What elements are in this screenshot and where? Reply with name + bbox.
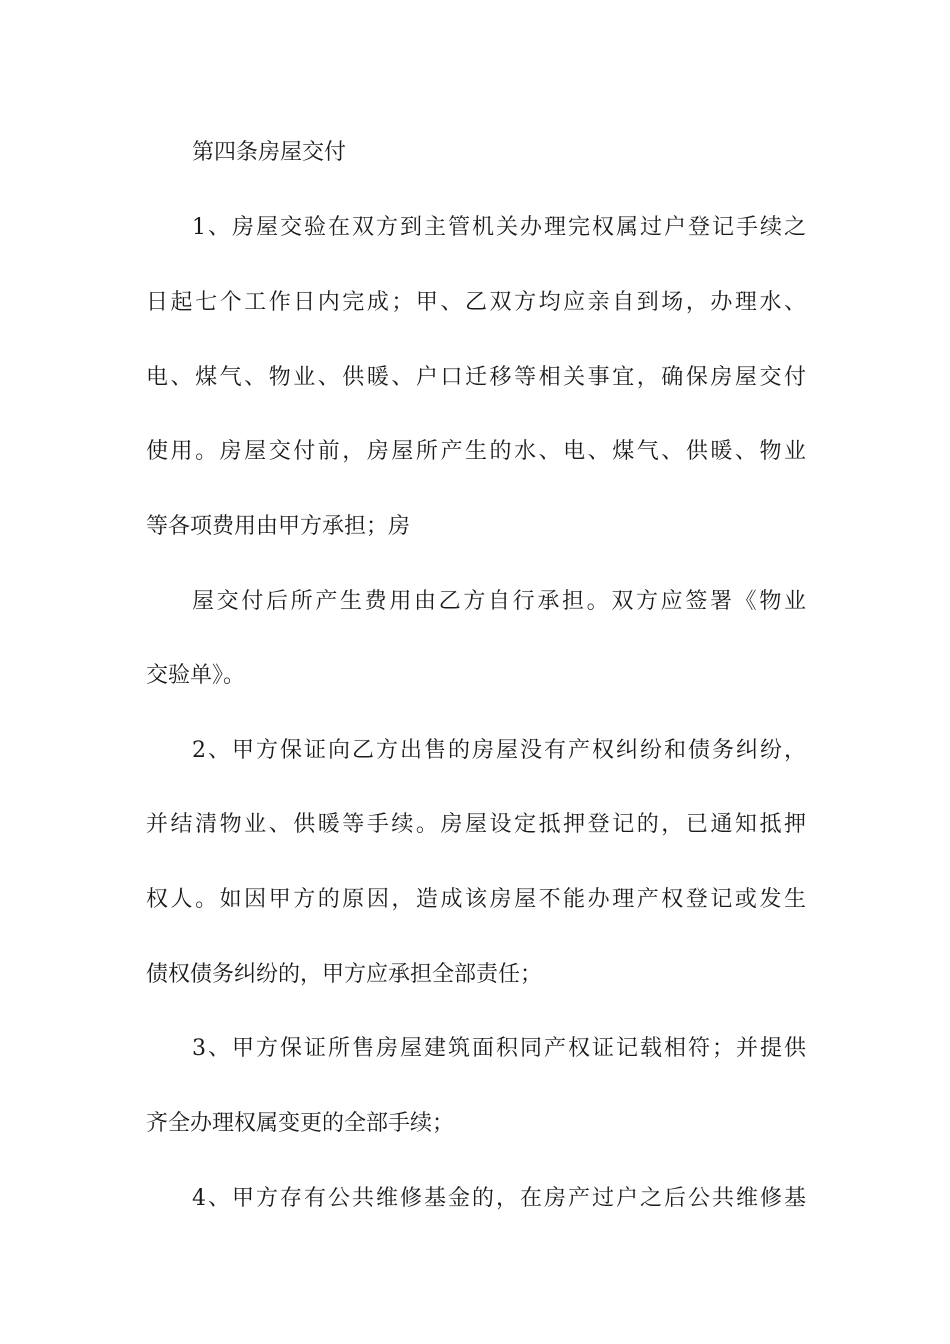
paragraph-line: 齐全办理权属变更的全部手续； — [146, 1111, 455, 1136]
paragraph-line: 2、甲方保证向乙方出售的房屋没有产权纠纷和债务纠纷， — [192, 738, 806, 763]
paragraph-line: 4、甲方存有公共维修基金的，在房产过户之后公共维修基 — [192, 1186, 806, 1211]
paragraph-line: 使用。房屋交付前，房屋所产生的水、电、煤气、供暖、物业 — [146, 439, 806, 464]
paragraph-line: 并结清物业、供暖等手续。房屋设定抵押登记的，已通知抵押 — [146, 812, 806, 837]
paragraph-line: 1、房屋交验在双方到主管机关办理完权属过户登记手续之 — [192, 215, 806, 240]
paragraph-line: 交验单》。 — [146, 663, 246, 688]
paragraph-line: 债权债务纠纷的，甲方应承担全部责任； — [146, 962, 543, 987]
paragraph-line: 3、甲方保证所售房屋建筑面积同产权证记载相符；并提供 — [192, 1036, 806, 1061]
section-heading: 第四条房屋交付 — [192, 140, 347, 165]
paragraph-line: 电、煤气、物业、供暖、户口迁移等相关事宜，确保房屋交付 — [146, 365, 806, 390]
paragraph-line: 等各项费用由甲方承担；房 — [146, 514, 411, 539]
paragraph-line: 日起七个工作日内完成；甲、乙双方均应亲自到场，办理水、 — [146, 290, 806, 315]
paragraph-line: 权人。如因甲方的原因，造成该房屋不能办理产权登记或发生 — [146, 887, 806, 912]
paragraph-line: 屋交付后所产生费用由乙方自行承担。双方应签署《物业 — [192, 589, 806, 614]
